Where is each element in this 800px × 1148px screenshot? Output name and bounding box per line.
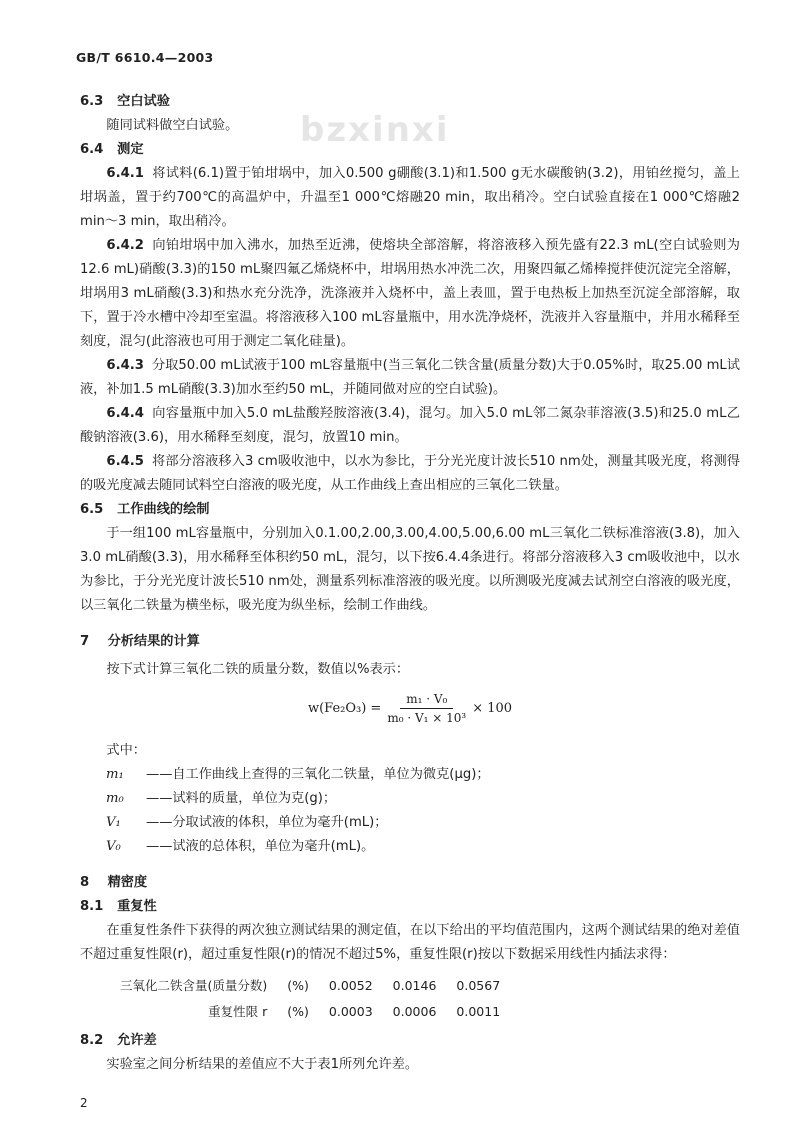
table-row bbox=[110, 973, 510, 999]
section-number: 8.2 bbox=[80, 1033, 104, 1048]
row-value: 0.0011 bbox=[456, 1004, 501, 1019]
variable-item bbox=[106, 811, 740, 835]
repeatability-text: 在重复性条件下获得的两次独立测试结果的测定值，在以下给出的平均值范围内，这两个测试结果的绝对差值不超过重复性限(r)，超过重复性限(r)的情况不超过5%，重复性限(r)按以下数据采用线性内插法求得： bbox=[80, 923, 740, 962]
repeatability-table bbox=[110, 973, 510, 1025]
row-label: 三氧化二铁含量(质量分数) bbox=[120, 978, 268, 993]
table-row bbox=[110, 999, 510, 1025]
clause-number: 6.4.5 bbox=[106, 454, 144, 469]
section-title: 测定 bbox=[117, 142, 144, 157]
blank-test-text: 随同试料做空白试验。 bbox=[106, 118, 239, 133]
row-value: 0.0052 bbox=[328, 978, 373, 993]
section-number: 8 bbox=[80, 875, 90, 890]
variable-item bbox=[106, 787, 740, 811]
variable-symbol: V₀ bbox=[106, 839, 121, 854]
variable-list bbox=[106, 763, 740, 859]
row-value: 0.0567 bbox=[456, 978, 501, 993]
calculation-intro: 按下式计算三氧化二铁的质量分数，数值以%表示： bbox=[106, 662, 410, 677]
variable-description: ——自工作曲线上查得的三氧化二铁量，单位为微克(μg)； bbox=[146, 767, 490, 782]
section-8-heading bbox=[80, 871, 740, 895]
variable-item bbox=[106, 835, 740, 859]
variable-item bbox=[106, 763, 740, 787]
section-title: 精密度 bbox=[107, 875, 148, 890]
clause-6-4-3 bbox=[80, 354, 740, 402]
clause-text: 分取50.00 mL试液于100 mL容量瓶中(当三氧化二铁含量(质量分数)大于0.05%时，取25.00 mL试液，补加1.5 mL硝酸(3.3)加水至约50 mL，并随同做对应的空白试验)。 bbox=[80, 358, 740, 397]
row-value: 0.0003 bbox=[328, 1004, 373, 1019]
section-title: 工作曲线的绘制 bbox=[117, 502, 210, 517]
row-value: 0.0146 bbox=[392, 978, 437, 993]
clause-6-4-1 bbox=[80, 162, 740, 234]
variable-description: ——试液的总体积，单位为毫升(mL)。 bbox=[146, 839, 375, 854]
formula-fraction bbox=[387, 692, 466, 725]
formula-numerator: m₁ · V₀ bbox=[400, 692, 453, 709]
variable-symbol: V₁ bbox=[106, 815, 121, 830]
section-6-3-heading bbox=[80, 90, 740, 114]
clause-text: 将试料(6.1)置于铂坩埚中，加入0.500 g硼酸(3.1)和1.500 g无水碳酸钠(3.2)，用铂丝搅匀，盖上坩埚盖，置于约700℃的高温炉中，升温至1 000℃熔融20 min，取出稍冷。空白试验直接在1 000℃熔融2 min～3 min，取出稍冷。 bbox=[80, 166, 740, 229]
allowable-difference-text: 实验室之间分析结果的差值应不大于表1所列允许差。 bbox=[106, 1057, 419, 1072]
clause-6-5-text: 于一组100 mL容量瓶中，分别加入0.1.00,2.00,3.00,4.00,5.00,6.00 mL三氧化二铁标准溶液(3.8)，加入3.0 mL硝酸(3.3)，用水稀释至体积约50 mL，混匀，以下按6.4.4条进行。将部分溶液移入3 cm吸收池中，以水为参比，于分光光度计波长510 nm处，测量系列标准溶液的吸光度。以所测吸光度减去试剂空白溶液的吸光度，以三氧化二铁量为横坐标，吸光度为纵坐标，绘制工作曲线。 bbox=[80, 526, 740, 613]
section-title: 分析结果的计算 bbox=[107, 634, 200, 649]
section-number: 6.3 bbox=[80, 94, 104, 109]
document-body bbox=[80, 90, 740, 1077]
row-value: 0.0006 bbox=[392, 1004, 437, 1019]
clause-text: 将部分溶液移入3 cm吸收池中，以水为参比，于分光光度计波长510 nm处，测量其吸光度，将测得的吸光度减去随同试料空白溶液的吸光度，从工作曲线上查出相应的三氧化二铁量。 bbox=[80, 454, 740, 493]
section-title: 重复性 bbox=[117, 899, 157, 914]
section-8-1-heading bbox=[80, 895, 740, 919]
formula-lhs: w(Fe₂O₃) = bbox=[307, 701, 382, 716]
page-number: 2 bbox=[80, 1096, 88, 1110]
mass-fraction-formula bbox=[80, 692, 740, 725]
row-unit: (%) bbox=[287, 1004, 309, 1019]
clause-number: 6.4.2 bbox=[106, 238, 144, 253]
section-8-2-heading bbox=[80, 1029, 740, 1053]
section-title: 空白试验 bbox=[117, 94, 170, 109]
section-7-heading bbox=[80, 630, 740, 654]
variable-description: ——分取试液的体积，单位为毫升(mL)； bbox=[146, 815, 388, 830]
clause-number: 6.4.3 bbox=[106, 358, 144, 373]
row-unit: (%) bbox=[287, 978, 309, 993]
variable-symbol: m₁ bbox=[106, 767, 124, 782]
section-number: 7 bbox=[80, 634, 90, 649]
section-number: 6.4 bbox=[80, 142, 104, 157]
clause-6-4-5 bbox=[80, 450, 740, 498]
clause-number: 6.4.4 bbox=[106, 406, 144, 421]
row-label: 重复性限 r bbox=[208, 1004, 268, 1019]
formula-denominator: m₀ · V₁ × 10³ bbox=[387, 711, 467, 725]
section-number: 6.5 bbox=[80, 502, 104, 517]
where-label: 式中： bbox=[106, 743, 146, 758]
clause-6-4-2 bbox=[80, 234, 740, 354]
section-6-5-heading bbox=[80, 498, 740, 522]
clause-text: 向铂坩埚中加入沸水，加热至近沸，使熔块全部溶解，将溶液移入预先盛有22.3 mL(空白试验则为12.6 mL)硝酸(3.3)的150 mL聚四氟乙烯烧杯中，坩埚用热水冲洗二次，用聚四氟乙烯棒搅拌使沉淀完全溶解，坩埚用3 mL硝酸(3.3)和热水充分洗净，洗涤液并入烧杯中，盖上表皿，置于电热板上加热至沉淀全部溶解，取下，置于冷水槽中冷却至室温。将溶液移入100 mL容量瓶中，用水洗净烧杯，洗液并入容量瓶中，并用水稀释至刻度，混匀(此溶液也可用于测定二氧化硅量)。 bbox=[80, 238, 740, 349]
clause-text: 向容量瓶中加入5.0 mL盐酸羟胺溶液(3.4)，混匀。加入5.0 mL邻二氮杂菲溶液(3.5)和25.0 mL乙酸钠溶液(3.6)，用水稀释至刻度，混匀，放置10 min。 bbox=[80, 406, 740, 445]
clause-6-4-4 bbox=[80, 402, 740, 450]
variable-description: ——试料的质量，单位为克(g)； bbox=[146, 791, 337, 806]
section-number: 8.1 bbox=[80, 899, 104, 914]
variable-symbol: m₀ bbox=[106, 791, 124, 806]
section-6-4-heading bbox=[80, 138, 740, 162]
clause-number: 6.4.1 bbox=[106, 166, 144, 181]
section-title: 允许差 bbox=[117, 1033, 157, 1048]
watermark: bzxinxi bbox=[300, 110, 450, 150]
standard-code-header: GB/T 6610.4—2003 bbox=[76, 50, 214, 65]
formula-tail: × 100 bbox=[472, 701, 513, 716]
